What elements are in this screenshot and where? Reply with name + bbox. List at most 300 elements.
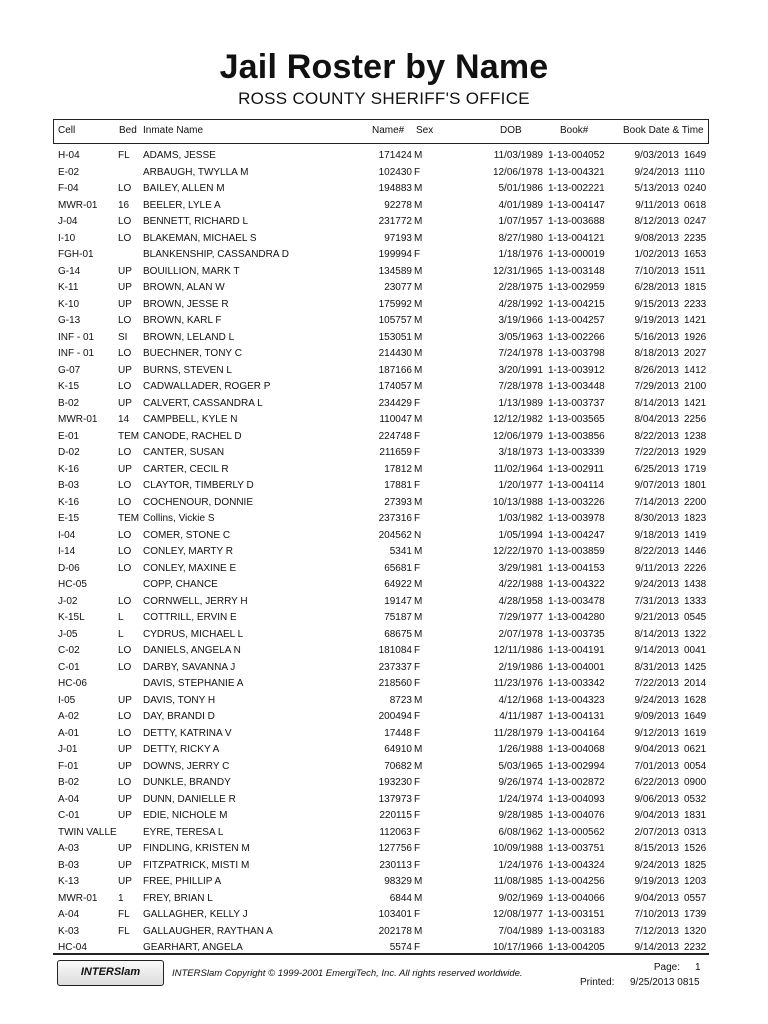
row-inmate-name: CONLEY, MARTY R [143,546,234,557]
table-row [0,148,768,165]
row-inmate-name: FREY, BRIAN L [143,892,213,904]
row-cell: G-14 [58,265,81,277]
row-cell: E-15 [58,513,80,524]
row-dob: 12/08/1977 [492,909,543,920]
row-bed: FL [118,925,130,937]
row-book-date: 8/31/2013 [634,661,679,673]
table-row [0,808,768,825]
table-row [0,198,768,215]
row-sex: F [414,513,421,524]
row-name-number: 98329 [384,876,412,887]
row-bed: 14 [118,414,130,425]
row-name-number: 5574 [389,942,412,953]
row-name-number: 64910 [384,744,412,755]
row-dob: 1/26/1988 [498,744,543,755]
row-name-number: 202178 [378,925,412,937]
row-bed: LO [118,562,132,574]
row-dob: 3/20/1991 [498,364,543,376]
row-name-number: 214430 [378,348,412,359]
row-book-time: 1203 [684,876,707,887]
row-cell: INF - 01 [58,348,95,359]
logo-text: INTERSlam [80,966,141,978]
column-header-inmate-name: Inmate Name [143,125,204,136]
row-name-number: 237337 [378,661,412,673]
row-book-date: 6/28/2013 [634,282,679,293]
row-book-number: 1-13-004257 [548,315,605,326]
row-inmate-name: FINDLING, KRISTEN M [143,843,250,854]
row-sex: M [414,463,423,475]
row-book-date: 9/24/2013 [634,859,679,871]
row-book-date: 1/02/2013 [634,249,679,260]
row-cell: E-02 [58,166,80,178]
table-row [0,396,768,413]
row-book-time: 1628 [684,694,707,706]
row-book-number: 1-13-002266 [548,331,605,343]
row-book-date: 8/26/2013 [634,364,679,376]
row-bed: LO [118,381,132,392]
row-bed: UP [118,744,132,755]
row-book-time: 1649 [684,150,707,161]
row-dob: 12/22/1970 [492,546,543,557]
row-book-time: 0240 [684,183,707,194]
row-name-number: 237316 [378,513,412,524]
row-book-time: 0054 [684,760,707,772]
row-name-number: 23077 [384,282,412,293]
row-sex: F [414,645,421,656]
row-book-date: 9/24/2013 [634,166,679,178]
row-inmate-name: CORNWELL, JERRY H [143,595,248,607]
row-book-time: 0557 [684,892,707,904]
row-inmate-name: DARBY, SAVANNA J [143,661,236,673]
row-sex: F [414,430,421,442]
row-sex: M [414,496,423,508]
row-bed: LO [118,777,132,788]
row-inmate-name: BEELER, LYLE A [143,199,221,211]
row-book-time: 2014 [684,678,707,689]
row-sex: M [414,381,423,392]
row-book-date: 6/22/2013 [634,777,679,788]
row-name-number: 181084 [378,645,412,656]
row-book-date: 9/12/2013 [634,727,679,739]
row-name-number: 64922 [384,579,412,590]
row-inmate-name: CAMPBELL, KYLE N [143,414,238,425]
row-name-number: 230113 [379,859,412,871]
row-name-number: 17448 [384,727,412,739]
column-header-sex: Sex [416,125,434,136]
row-cell: J-01 [58,744,78,755]
row-book-date: 9/11/2013 [635,562,679,574]
row-dob: 11/28/1979 [493,727,543,739]
row-sex: F [414,826,421,838]
row-book-number: 1-13-002959 [548,282,605,293]
row-name-number: 234429 [378,397,412,409]
row-book-time: 2226 [684,562,707,574]
column-header-dob: DOB [500,125,522,136]
column-header-name-number: Name# [372,125,405,136]
row-cell: K-10 [58,298,80,310]
table-row [0,742,768,759]
row-dob: 3/29/1981 [498,562,543,574]
row-name-number: 171424 [378,150,412,161]
report-subtitle: ROSS COUNTY SHERIFF'S OFFICE [238,89,530,108]
row-name-number: 19147 [384,595,412,607]
row-name-number: 193230 [378,777,412,788]
row-sex: N [414,529,422,541]
row-sex: M [414,628,423,640]
row-name-number: 134589 [378,265,412,277]
row-cell: C-02 [58,645,80,656]
row-cell: H-04 [58,150,80,161]
row-inmate-name: EDIE, NICHOLE M [143,810,228,821]
row-book-number: 1-13-004164 [548,727,605,739]
row-dob: 12/12/1982 [492,414,543,425]
table-row [0,792,768,809]
row-name-number: 105757 [378,315,412,326]
row-book-number: 1-13-004321 [548,166,605,178]
row-sex: F [414,859,421,871]
row-book-number: 1-13-003859 [548,546,605,557]
table-row [0,429,768,446]
row-dob: 4/11/1987 [499,711,543,722]
row-inmate-name: BURNS, STEVEN L [143,364,232,376]
row-name-number: 220115 [379,810,412,821]
row-dob: 4/01/1989 [498,199,543,211]
row-book-date: 2/07/2013 [634,826,679,838]
row-cell: TWIN VALLE [58,826,117,838]
row-dob: 7/24/1978 [498,348,543,359]
column-header-bed: Bed [119,125,137,136]
row-name-number: 6844 [389,892,412,904]
row-dob: 1/13/1989 [498,397,543,409]
row-book-time: 2233 [684,298,707,310]
row-inmate-name: CONLEY, MAXINE E [143,562,237,574]
row-book-date: 7/10/2013 [634,909,679,920]
row-cell: FGH-01 [58,249,94,260]
row-name-number: 102430 [378,166,412,178]
row-sex: F [414,777,421,788]
row-cell: K-16 [58,463,80,475]
row-dob: 4/28/1992 [498,298,543,310]
row-sex: M [414,348,423,359]
row-sex: F [414,843,421,854]
row-inmate-name: CALVERT, CASSANDRA L [143,397,263,409]
row-dob: 1/05/1994 [498,529,543,541]
row-dob: 3/19/1966 [498,315,543,326]
row-book-time: 2232 [684,942,707,953]
row-book-date: 9/19/2013 [634,315,679,326]
row-book-date: 9/15/2013 [634,298,679,310]
row-cell: MWR-01 [58,414,98,425]
row-book-date: 8/14/2013 [634,397,679,409]
row-bed: UP [118,298,132,310]
table-row [0,528,768,545]
row-inmate-name: BAILEY, ALLEN M [143,183,225,194]
row-inmate-name: BROWN, KARL F [143,315,222,326]
row-inmate-name: BENNETT, RICHARD L [143,216,249,227]
row-book-number: 1-13-002994 [548,760,605,772]
row-inmate-name: DETTY, RICKY A [143,744,220,755]
row-bed: LO [118,595,132,607]
row-book-date: 5/13/2013 [634,183,679,194]
column-header-book-number: Book# [560,125,589,136]
row-book-date: 9/24/2013 [634,579,679,590]
row-bed: FL [118,909,130,920]
row-book-time: 1446 [684,546,707,557]
row-book-number: 1-13-004068 [548,744,605,755]
row-book-number: 1-13-003912 [548,364,605,376]
row-book-number: 1-13-002911 [548,463,604,475]
interslam-logo [57,960,164,986]
table-row [0,627,768,644]
row-dob: 1/03/1982 [498,513,543,524]
row-book-number: 1-13-003565 [548,414,605,425]
row-book-time: 1926 [684,331,707,343]
row-book-time: 1815 [684,282,707,293]
table-row [0,643,768,660]
row-sex: F [414,397,421,409]
row-book-date: 9/03/2013 [634,150,679,161]
row-dob: 9/26/1974 [498,777,543,788]
row-book-number: 1-13-004323 [548,694,605,706]
row-dob: 7/29/1977 [498,612,543,623]
row-cell: D-06 [58,562,80,574]
row-dob: 10/17/1966 [492,942,543,953]
table-row [0,214,768,231]
table-row [0,231,768,248]
row-bed: UP [118,397,132,409]
row-name-number: 110047 [379,414,412,425]
row-bed: L [118,612,124,623]
row-book-number: 1-13-004121 [548,232,605,244]
row-book-date: 9/21/2013 [634,612,679,623]
table-row [0,181,768,198]
row-name-number: 75187 [384,612,412,623]
row-inmate-name: BUECHNER, TONY C [143,348,242,359]
row-cell: J-05 [58,628,78,640]
row-book-date: 7/01/2013 [634,760,679,772]
row-book-number: 1-13-002872 [548,777,605,788]
copyright-notice: INTERSlam Copyright © 1999-2001 EmergiTech, Inc. All rights reserved worldwide. [172,968,523,979]
row-book-time: 1421 [684,397,707,409]
row-bed: LO [118,661,132,673]
row-name-number: 17881 [384,480,412,491]
table-row [0,330,768,347]
row-dob: 3/05/1963 [498,331,543,343]
row-book-number: 1-13-004066 [548,892,605,904]
row-dob: 1/20/1977 [498,480,543,491]
row-name-number: 17812 [384,463,412,475]
row-name-number: 97193 [384,232,412,244]
row-sex: M [414,364,423,376]
row-sex: M [414,612,423,623]
row-book-time: 2235 [684,232,707,244]
row-book-date: 5/16/2013 [634,331,679,343]
row-inmate-name: DAVIS, TONY H [143,694,216,706]
report-title: Jail Roster by Name [219,48,549,86]
row-book-time: 1653 [684,249,707,260]
row-book-time: 1649 [684,711,707,722]
row-bed: LO [118,183,132,194]
row-inmate-name: GALLAUGHER, RAYTHAN A [143,925,273,937]
row-book-date: 8/30/2013 [634,513,679,524]
row-cell: B-03 [58,859,80,871]
row-sex: M [414,760,423,772]
row-inmate-name: CLAYTOR, TIMBERLY D [143,480,254,491]
row-sex: F [414,793,421,805]
row-book-date: 9/07/2013 [634,480,679,491]
row-name-number: 65681 [384,562,412,574]
row-sex: M [414,876,423,887]
row-book-number: 1-13-003737 [548,397,605,409]
row-name-number: 187166 [378,364,412,376]
row-book-number: 1-13-003856 [548,430,605,442]
table-row [0,693,768,710]
row-sex: F [414,447,421,458]
row-book-time: 1619 [684,727,707,739]
table-row [0,280,768,297]
row-book-number: 1-13-003751 [548,843,605,854]
row-cell: F-04 [58,183,79,194]
row-book-date: 9/19/2013 [634,876,679,887]
row-book-date: 8/15/2013 [634,843,679,854]
row-book-number: 1-13-004147 [548,199,605,211]
row-bed: 1 [118,892,124,904]
row-book-date: 9/14/2013 [634,942,679,953]
row-sex: F [414,678,421,689]
row-book-date: 9/11/2013 [635,199,679,211]
printed-timestamp: 9/25/2013 0815 [630,977,700,988]
row-name-number: 137973 [378,793,412,805]
row-book-number: 1-13-004324 [548,859,605,871]
row-dob: 6/08/1962 [498,826,543,838]
row-inmate-name: CANTER, SUSAN [143,447,225,458]
row-cell: B-03 [58,480,80,491]
row-book-date: 8/22/2013 [634,430,679,442]
row-cell: K-03 [58,925,80,937]
row-bed: UP [118,760,132,772]
row-book-number: 1-13-004280 [548,612,605,623]
row-book-number: 1-13-000019 [548,249,605,260]
row-dob: 12/06/1979 [492,430,543,442]
printed-label: Printed: [580,977,615,988]
row-name-number: 27393 [384,496,412,508]
row-bed: UP [118,843,132,854]
row-name-number: 68675 [384,628,412,640]
row-dob: 3/18/1973 [498,447,543,458]
table-row [0,775,768,792]
table-row [0,660,768,677]
row-inmate-name: COCHENOUR, DONNIE [143,496,254,508]
row-book-date: 9/04/2013 [634,744,679,755]
row-book-time: 1438 [684,579,707,590]
row-book-number: 1-13-004153 [548,562,605,574]
table-row [0,165,768,182]
row-book-number: 1-13-003151 [548,909,605,920]
row-book-date: 9/06/2013 [634,793,679,805]
table-row [0,874,768,891]
row-name-number: 127756 [378,843,412,854]
row-sex: F [414,166,421,178]
row-name-number: 70682 [384,760,412,772]
row-inmate-name: DUNKLE, BRANDY [143,777,231,788]
row-bed: FL [118,150,130,161]
row-cell: HC-06 [58,678,87,689]
row-book-date: 8/14/2013 [634,628,679,640]
row-book-time: 1831 [684,810,707,821]
row-book-time: 1739 [684,909,707,920]
table-row [0,841,768,858]
row-bed: UP [118,364,132,376]
row-cell: D-02 [58,447,80,458]
row-bed: LO [118,645,132,656]
row-dob: 12/31/1965 [492,265,543,277]
row-sex: M [414,232,423,244]
row-cell: E-01 [58,430,80,442]
table-row [0,445,768,462]
row-cell: A-01 [58,727,80,739]
row-book-date: 7/22/2013 [634,447,679,458]
table-row [0,726,768,743]
table-row [0,544,768,561]
row-bed: LO [118,529,132,541]
row-dob: 11/08/1985 [493,876,543,887]
table-row [0,924,768,941]
row-sex: F [414,727,421,739]
row-dob: 7/04/1989 [498,925,543,937]
row-book-number: 1-13-003448 [548,381,605,392]
row-book-time: 0041 [684,645,707,656]
row-dob: 10/13/1988 [492,496,543,508]
table-row [0,610,768,627]
row-book-date: 7/10/2013 [634,265,679,277]
row-bed: UP [118,463,132,475]
row-dob: 2/07/1978 [498,628,543,640]
row-cell: K-11 [58,282,79,293]
row-dob: 2/28/1975 [498,282,543,293]
row-sex: M [414,216,423,227]
row-book-number: 1-13-004131 [548,711,605,722]
row-name-number: 92278 [384,199,412,211]
row-name-number: 200494 [378,711,412,722]
table-row [0,495,768,512]
row-book-date: 8/04/2013 [634,414,679,425]
row-bed: LO [118,315,132,326]
table-row [0,412,768,429]
row-book-time: 2027 [684,348,707,359]
row-book-time: 2200 [684,496,707,508]
row-book-time: 0313 [684,826,707,838]
row-book-number: 1-13-003478 [548,595,605,607]
row-book-number: 1-13-003688 [548,216,605,227]
row-bed: UP [118,876,132,887]
row-book-time: 0900 [684,777,707,788]
row-cell: I-10 [58,232,76,244]
row-book-number: 1-13-004114 [548,480,604,491]
row-sex: F [414,711,421,722]
row-book-date: 9/04/2013 [634,892,679,904]
table-row [0,594,768,611]
row-inmate-name: CANODE, RACHEL D [143,430,242,442]
row-sex: M [414,414,423,425]
table-row [0,676,768,693]
row-book-time: 1110 [684,166,705,178]
row-book-time: 1421 [684,315,707,326]
row-inmate-name: FITZPATRICK, MISTI M [143,859,250,871]
row-book-time: 0618 [684,199,707,211]
row-name-number: 103401 [378,909,412,920]
row-dob: 4/22/1988 [498,579,543,590]
row-bed: UP [118,282,132,293]
